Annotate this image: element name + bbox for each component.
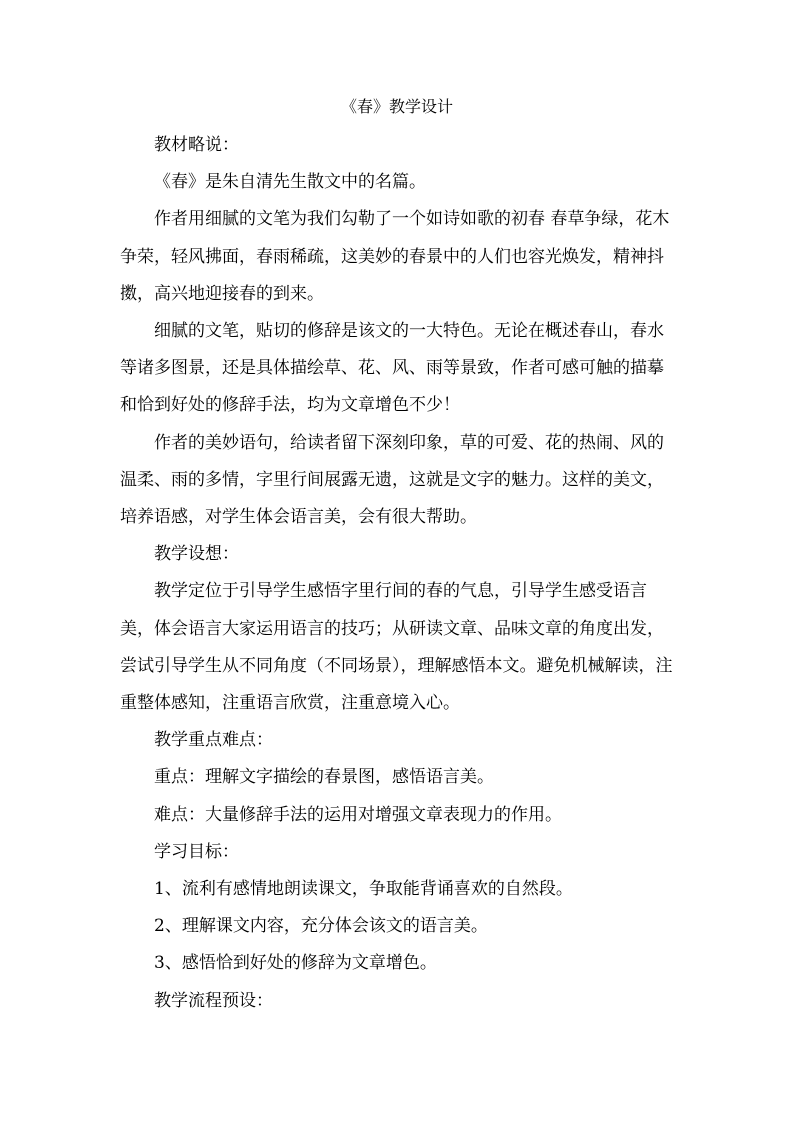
- paragraph: 难点：大量修辞手法的运用对增强文章表现力的作用。: [154, 804, 562, 825]
- paragraph: 细腻的文笔，贴切的修辞是该文的一大特色。无论在概述春山，春水等诸多图景，还是具体描绘草、花、风、雨等景致，作者可感可触的描摹和恰到好处的修辞手法，均为文章增色不少！: [120, 321, 664, 416]
- document-body: [120, 127, 680, 1020]
- paragraph: 作者用细腻的文笔为我们勾勒了一个如诗如歌的初春 春草争绿，花木争荣，轻风拂面，春雨稀疏，这美妙的春景中的人们也容光焕发，精神抖擞，高兴地迎接春的到来。: [120, 209, 670, 304]
- section-heading-textbook-overview: 教材略说：: [154, 135, 239, 155]
- document-title: 《春》教学设计: [340, 97, 453, 116]
- section-heading-teaching-concept: 教学设想：: [154, 544, 239, 565]
- paragraph: 《春》是朱自清先生散文中的名篇。: [154, 172, 426, 193]
- list-item: 3、感悟恰到好处的修辞为文章增色。: [154, 953, 437, 974]
- list-item: 2、理解课文内容，充分体会该文的语言美。: [154, 916, 488, 937]
- section-heading-teaching-flow: 教学流程预设：: [154, 990, 273, 1011]
- paragraph: 作者的美妙语句，给读者留下深刻印象，草的可爱、花的热闹、风的温柔、雨的多情，字里行间展露无遗，这就是文字的魅力。这样的美文，培养语感，对学生体会语言美，会有很大帮助。: [120, 432, 664, 528]
- paragraph: 重点：理解文字描绘的春景图，感悟语言美。: [154, 767, 494, 788]
- section-heading-learning-goals: 学习目标：: [154, 841, 239, 862]
- section-heading-key-points: 教学重点难点：: [154, 730, 273, 751]
- list-item: 1、流利有感情地朗读课文，争取能背诵喜欢的自然段。: [154, 879, 573, 900]
- paragraph: 教学定位于引导学生感悟字里行间的春的气息，引导学生感受语言美，体会语言大家运用语言的技巧；从研读文章、品味文章的角度出发，尝试引导学生从不同角度（不同场景），理解感悟本文。避免机械解读，注重整体感知，注重语言欣赏，注重意境入心。: [120, 581, 673, 714]
